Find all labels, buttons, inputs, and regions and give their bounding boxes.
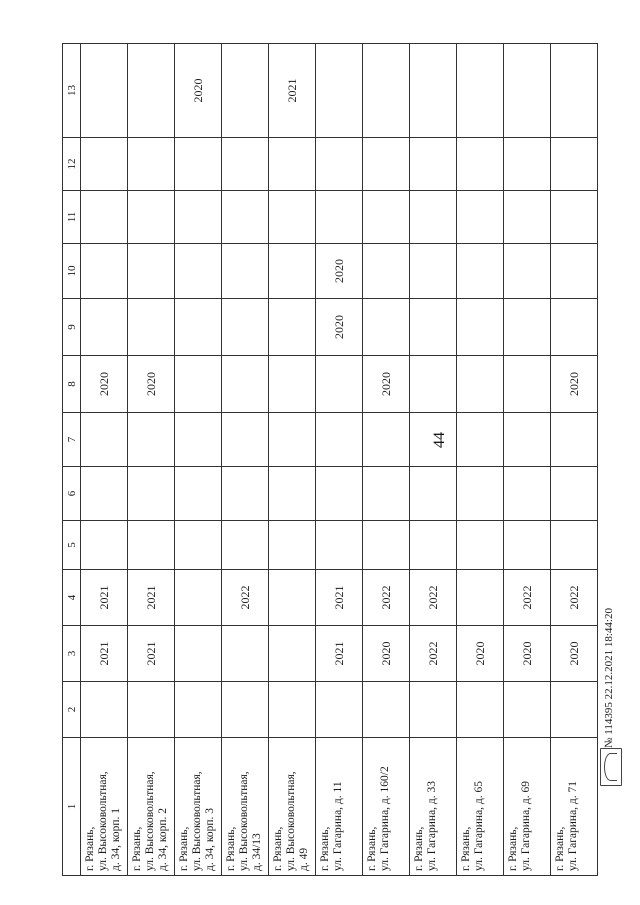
year-cell-c6 xyxy=(222,467,269,521)
year-cell-c2 xyxy=(222,682,269,738)
year-cell-c2 xyxy=(363,682,410,738)
address-cell xyxy=(269,738,316,876)
table-row xyxy=(410,44,457,876)
year-cell-c2 xyxy=(457,682,504,738)
column-header-2: 2 xyxy=(63,682,81,738)
year-cell-c4: 2022 xyxy=(551,570,598,626)
year-cell-c13 xyxy=(316,44,363,138)
year-cell-c8 xyxy=(175,356,222,413)
table-row xyxy=(551,44,598,876)
address-line: ул. Высоковольтная, xyxy=(285,771,297,871)
year-cell-c5 xyxy=(175,521,222,570)
year-cell-c8: 2020 xyxy=(81,356,128,413)
year-cell-c2 xyxy=(175,682,222,738)
column-header-5: 5 xyxy=(63,521,81,570)
year-cell-c3: 2021 xyxy=(316,626,363,682)
table-row xyxy=(222,44,269,876)
year-cell-c2 xyxy=(504,682,551,738)
year-cell-c5 xyxy=(457,521,504,570)
address-line: ул. Гагарина, д. 65 xyxy=(473,780,485,871)
year-cell-c10 xyxy=(551,244,598,299)
year-cell-c12 xyxy=(363,138,410,191)
year-cell-c9 xyxy=(175,299,222,356)
year-cell-c2 xyxy=(316,682,363,738)
year-cell-c8: 2020 xyxy=(128,356,175,413)
year-cell-c13 xyxy=(457,44,504,138)
year-cell-c12 xyxy=(316,138,363,191)
year-cell-c10 xyxy=(363,244,410,299)
year-cell-c3 xyxy=(175,626,222,682)
year-cell-c7 xyxy=(316,413,363,467)
year-cell-c7 xyxy=(363,413,410,467)
column-header-1: 1 xyxy=(63,738,81,876)
year-cell-c6 xyxy=(175,467,222,521)
year-cell-c7 xyxy=(222,413,269,467)
year-cell-c7 xyxy=(504,413,551,467)
year-cell-c11 xyxy=(175,191,222,244)
year-cell-c11 xyxy=(128,191,175,244)
address-line: ул. Гагарина, д. 69 xyxy=(520,780,532,871)
table-row xyxy=(457,44,504,876)
table-row xyxy=(316,44,363,876)
address-line: г. Рязань, xyxy=(460,826,472,871)
address-line: ул. Высоковольтная, xyxy=(238,771,250,871)
address-line: г. Рязань, xyxy=(84,826,96,871)
year-cell-c12 xyxy=(128,138,175,191)
address-cell xyxy=(363,738,410,876)
address-cell xyxy=(222,738,269,876)
column-header-11: 11 xyxy=(63,191,81,244)
year-cell-c4: 2022 xyxy=(504,570,551,626)
column-header-4: 4 xyxy=(63,570,81,626)
column-header-9: 9 xyxy=(63,299,81,356)
header-row xyxy=(63,44,81,876)
year-cell-c9 xyxy=(81,299,128,356)
year-cell-c6 xyxy=(363,467,410,521)
year-cell-c5 xyxy=(269,521,316,570)
year-cell-c2 xyxy=(81,682,128,738)
address-line: г. Рязань, xyxy=(366,826,378,871)
year-cell-c13: 2020 xyxy=(175,44,222,138)
year-cell-c10 xyxy=(410,244,457,299)
address-line: ул. Высоковольтная, xyxy=(144,771,156,871)
address-line: д. 34, корп. 1 xyxy=(110,807,122,871)
year-cell-c12 xyxy=(175,138,222,191)
year-cell-c8 xyxy=(269,356,316,413)
rotated-table-wrapper xyxy=(62,43,598,876)
year-cell-c13: 2021 xyxy=(269,44,316,138)
year-cell-c5 xyxy=(504,521,551,570)
year-cell-c13 xyxy=(551,44,598,138)
address-line: г. Рязань, xyxy=(131,826,143,871)
column-header-7: 7 xyxy=(63,413,81,467)
year-cell-c9 xyxy=(269,299,316,356)
page-number: 44 xyxy=(431,432,448,448)
year-cell-c7 xyxy=(175,413,222,467)
year-cell-c7 xyxy=(81,413,128,467)
year-cell-c11 xyxy=(551,191,598,244)
year-cell-c9 xyxy=(551,299,598,356)
year-cell-c11 xyxy=(363,191,410,244)
column-header-10: 10 xyxy=(63,244,81,299)
address-line: г. Рязань, xyxy=(178,826,190,871)
address-line: г. Рязань, xyxy=(413,826,425,871)
year-cell-c3: 2020 xyxy=(504,626,551,682)
year-cell-c10 xyxy=(269,244,316,299)
year-cell-c5 xyxy=(363,521,410,570)
year-cell-c3 xyxy=(269,626,316,682)
year-cell-c11 xyxy=(504,191,551,244)
address-cell xyxy=(410,738,457,876)
year-cell-c11 xyxy=(457,191,504,244)
year-cell-c8 xyxy=(316,356,363,413)
address-line: г. Рязань, xyxy=(554,826,566,871)
year-cell-c4 xyxy=(457,570,504,626)
address-line: д. 34, корп. 3 xyxy=(204,807,216,871)
year-cell-c5 xyxy=(222,521,269,570)
year-cell-c5 xyxy=(128,521,175,570)
table-row xyxy=(81,44,128,876)
year-cell-c10 xyxy=(457,244,504,299)
address-cell xyxy=(175,738,222,876)
address-line: ул. Высоковольтная, xyxy=(191,771,203,871)
year-cell-c10: 2020 xyxy=(316,244,363,299)
year-cell-c2 xyxy=(551,682,598,738)
year-cell-c9 xyxy=(128,299,175,356)
year-cell-c4: 2022 xyxy=(410,570,457,626)
schedule-table xyxy=(62,43,598,876)
year-cell-c3 xyxy=(222,626,269,682)
year-cell-c10 xyxy=(504,244,551,299)
address-line: д. 34, корп. 2 xyxy=(157,807,169,871)
year-cell-c3: 2020 xyxy=(551,626,598,682)
year-cell-c3: 2020 xyxy=(457,626,504,682)
table-row xyxy=(128,44,175,876)
year-cell-c2 xyxy=(269,682,316,738)
year-cell-c5 xyxy=(551,521,598,570)
year-cell-c11 xyxy=(269,191,316,244)
year-cell-c8 xyxy=(504,356,551,413)
column-header-8: 8 xyxy=(63,356,81,413)
year-cell-c13 xyxy=(222,44,269,138)
year-cell-c7 xyxy=(128,413,175,467)
year-cell-c7 xyxy=(269,413,316,467)
year-cell-c6 xyxy=(81,467,128,521)
year-cell-c6 xyxy=(269,467,316,521)
column-header-12: 12 xyxy=(63,138,81,191)
year-cell-c6 xyxy=(551,467,598,521)
address-cell xyxy=(316,738,363,876)
address-line: г. Рязань, xyxy=(225,826,237,871)
address-line: ул. Высоковольтная, xyxy=(97,771,109,871)
column-header-3: 3 xyxy=(63,626,81,682)
year-cell-c12 xyxy=(81,138,128,191)
address-cell xyxy=(504,738,551,876)
year-cell-c4 xyxy=(269,570,316,626)
year-cell-c6 xyxy=(457,467,504,521)
year-cell-c3: 2020 xyxy=(363,626,410,682)
year-cell-c6 xyxy=(128,467,175,521)
address-cell xyxy=(81,738,128,876)
year-cell-c4: 2022 xyxy=(363,570,410,626)
year-cell-c8: 2020 xyxy=(551,356,598,413)
year-cell-c11 xyxy=(316,191,363,244)
year-cell-c5 xyxy=(410,521,457,570)
year-cell-c13 xyxy=(128,44,175,138)
address-cell xyxy=(551,738,598,876)
address-line: г. Рязань, xyxy=(319,826,331,871)
column-header-13: 13 xyxy=(63,44,81,138)
year-cell-c9 xyxy=(457,299,504,356)
year-cell-c11 xyxy=(410,191,457,244)
year-cell-c4 xyxy=(175,570,222,626)
document-registration-footer: № 114395 22.12.2021 18:44:20 xyxy=(603,608,615,748)
year-cell-c7 xyxy=(551,413,598,467)
year-cell-c3: 2021 xyxy=(81,626,128,682)
year-cell-c9 xyxy=(363,299,410,356)
year-cell-c4: 2021 xyxy=(81,570,128,626)
address-line: д. 34/13 xyxy=(251,833,263,871)
year-cell-c9: 2020 xyxy=(316,299,363,356)
year-cell-c12 xyxy=(551,138,598,191)
year-cell-c13 xyxy=(363,44,410,138)
year-cell-c4: 2021 xyxy=(316,570,363,626)
year-cell-c2 xyxy=(410,682,457,738)
electronic-stamp-icon xyxy=(600,748,622,786)
year-cell-c7 xyxy=(410,413,457,467)
address-cell xyxy=(457,738,504,876)
year-cell-c8: 2020 xyxy=(363,356,410,413)
address-cell xyxy=(128,738,175,876)
year-cell-c10 xyxy=(222,244,269,299)
address-line: д. 49 xyxy=(298,847,310,871)
year-cell-c5 xyxy=(81,521,128,570)
year-cell-c5 xyxy=(316,521,363,570)
year-cell-c8 xyxy=(410,356,457,413)
address-line: ул. Гагарина, д. 71 xyxy=(567,780,579,871)
column-header-6: 6 xyxy=(63,467,81,521)
year-cell-c13 xyxy=(410,44,457,138)
year-cell-c7 xyxy=(457,413,504,467)
year-cell-c13 xyxy=(81,44,128,138)
year-cell-c4: 2022 xyxy=(222,570,269,626)
year-cell-c11 xyxy=(222,191,269,244)
year-cell-c6 xyxy=(410,467,457,521)
year-cell-c13 xyxy=(504,44,551,138)
year-cell-c12 xyxy=(410,138,457,191)
table-row xyxy=(363,44,410,876)
address-line: г. Рязань, xyxy=(507,826,519,871)
year-cell-c10 xyxy=(175,244,222,299)
year-cell-c8 xyxy=(457,356,504,413)
year-cell-c12 xyxy=(222,138,269,191)
address-line: ул. Гагарина, д. 11 xyxy=(332,781,344,871)
year-cell-c10 xyxy=(128,244,175,299)
year-cell-c11 xyxy=(81,191,128,244)
year-cell-c4: 2021 xyxy=(128,570,175,626)
year-cell-c3: 2021 xyxy=(128,626,175,682)
year-cell-c10 xyxy=(81,244,128,299)
year-cell-c12 xyxy=(269,138,316,191)
year-cell-c12 xyxy=(457,138,504,191)
year-cell-c9 xyxy=(504,299,551,356)
address-line: г. Рязань, xyxy=(272,826,284,871)
year-cell-c9 xyxy=(410,299,457,356)
year-cell-c6 xyxy=(316,467,363,521)
table-row xyxy=(504,44,551,876)
year-cell-c9 xyxy=(222,299,269,356)
table-row xyxy=(175,44,222,876)
table-row xyxy=(269,44,316,876)
year-cell-c2 xyxy=(128,682,175,738)
year-cell-c8 xyxy=(222,356,269,413)
address-line: ул. Гагарина, д. 33 xyxy=(426,780,438,871)
year-cell-c12 xyxy=(504,138,551,191)
year-cell-c6 xyxy=(504,467,551,521)
year-cell-c3: 2022 xyxy=(410,626,457,682)
address-line: ул. Гагарина, д. 160/2 xyxy=(379,766,391,871)
